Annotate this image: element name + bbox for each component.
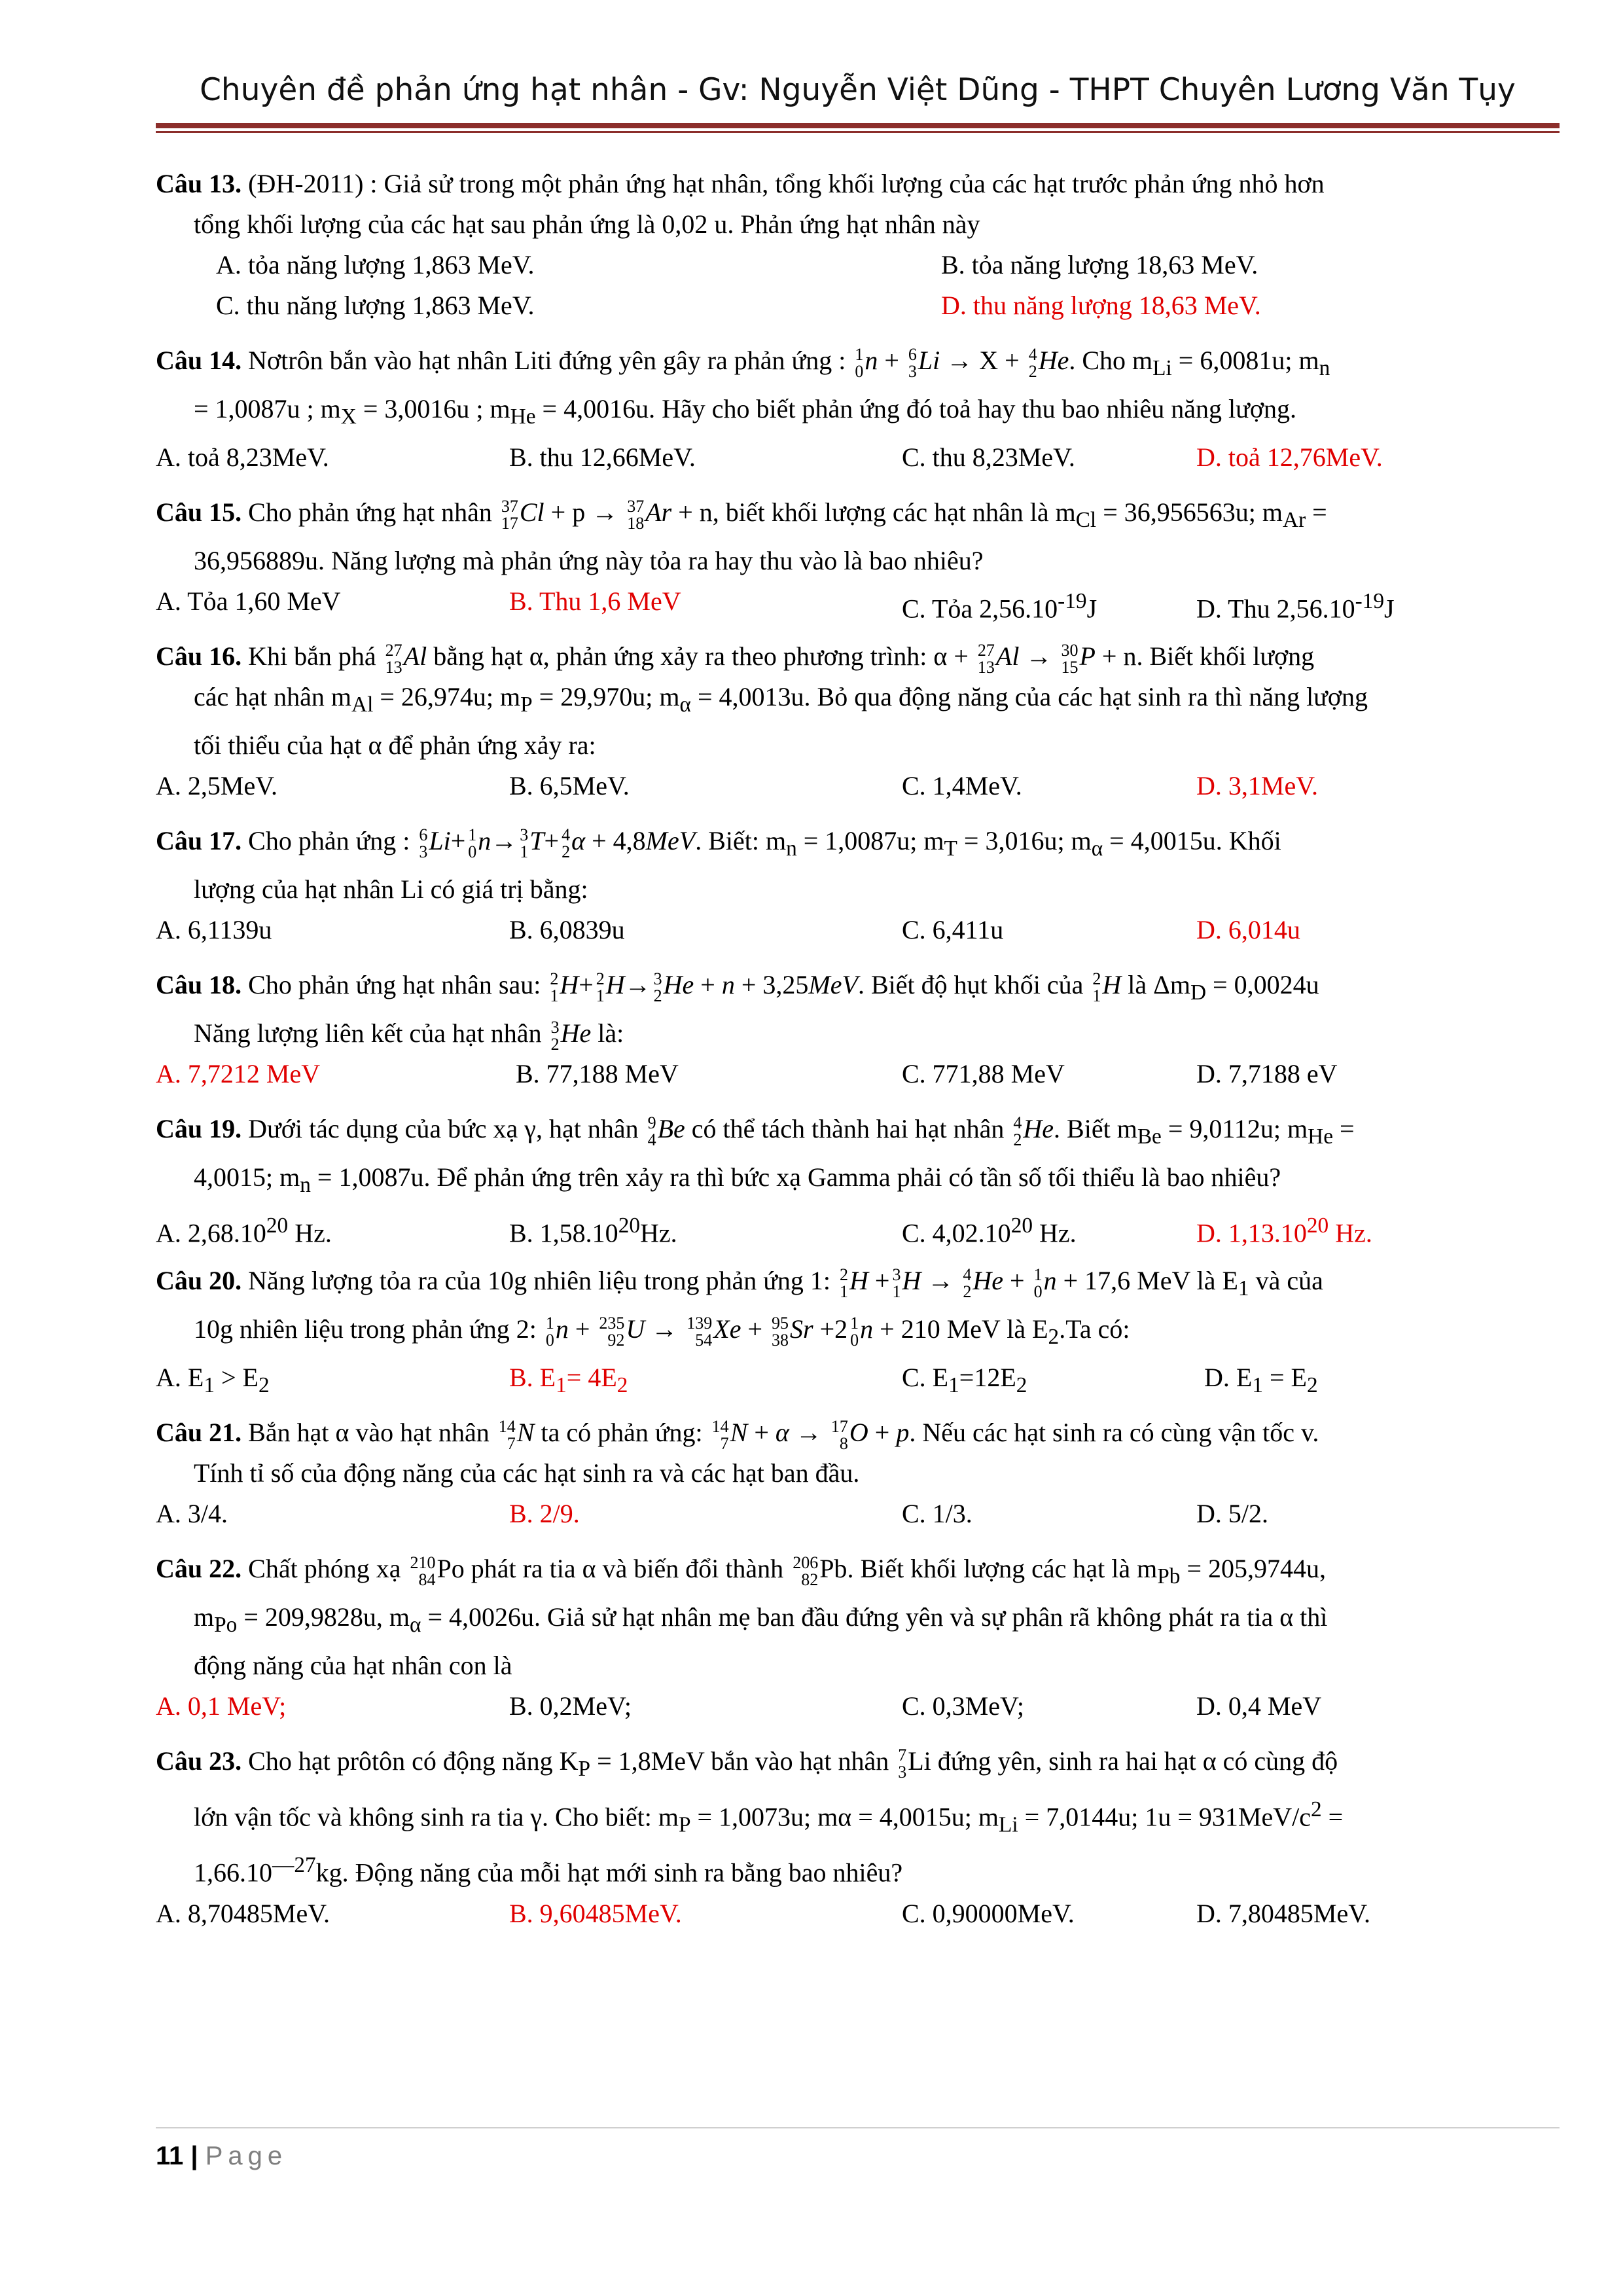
question-text: (ĐH-2011) : Giả sử trong một phản ứng hạt nhân, tổng khối lượng của các hạt trước phản ứng nhỏ hơn: [248, 169, 1325, 198]
footer-rule: [156, 2127, 1560, 2128]
question-text: Chất phóng xạ: [248, 1554, 401, 1583]
option-a[interactable]: A. 2,5MeV.: [156, 771, 277, 800]
option-d[interactable]: D. 0,4 MeV: [1196, 1691, 1322, 1721]
option-a[interactable]: A. 8,70485MeV.: [156, 1898, 330, 1928]
question-text: = 3,0016u ; m: [356, 394, 510, 423]
question-text: = 9,0112u; m: [1161, 1114, 1308, 1143]
question-text: = 36,956563u; m: [1096, 497, 1283, 527]
option-d[interactable]: D. 7,80485MeV.: [1196, 1898, 1370, 1928]
question-list: [156, 164, 1560, 1948]
question-17: Câu 17. Cho phản ứng : 6 3 Li+ 1 0 n→ 3 1 T+ 4 2 α + 4,8MeV. Biết: $m_n = 1,0087u$; $m_T = 3,016u$; $m_\alpha = 4,0015u$. Khối lượng của hạt nhân Li có giá trị bằng: A. 6,1139u B. 6,0839u C. 6,411u D. 6,014u: [156, 821, 1560, 950]
question-text: = 1,0087u; m: [796, 826, 944, 855]
option-d[interactable]: D. Thu $2,56.10^{-19}J$: [1196, 589, 1395, 624]
option-a[interactable]: A. 2,68.10$^{20}$ Hz.: [156, 1213, 332, 1248]
question-text: . Biết khối lượng các hạt là m: [847, 1554, 1158, 1583]
option-b[interactable]: B. tỏa năng lượng 18,63 MeV.: [941, 250, 1258, 279]
option-c[interactable]: C. thu 8,23MeV.: [902, 442, 1075, 472]
question-text: = 3,016u; m: [957, 826, 1092, 855]
question-text: Nơtrôn bắn vào hạt nhân Liti đứng yên gây ra phản ứng :: [248, 346, 846, 375]
question-22: Câu 22. Chất phóng xạ 210 84 Po phát ra tia α và biến đổi thành 206 82 Pb. Biết khối lượng các hạt là $m_{Pb} = 205,9744u$, $m_{Po} = 209,9828u$, $m_\alpha = 4,0026u$. Giả sử hạt nhân mẹ ban đầu đứng yên và sự phân rã không phát ra tia α thì động năng của hạt nhân con là A. 0,1 MeV; B. 0,2MeV; C. 0,3MeV; D. 0,4 MeV: [156, 1549, 1560, 1727]
question-text: lượng của hạt nhân Li có giá trị bằng:: [194, 874, 588, 904]
reaction-equation: 14 7 N + α → 17 8 O + p: [711, 1416, 910, 1453]
question-text: . Biết: m: [695, 826, 787, 855]
question-text: =: [1306, 497, 1327, 527]
question-number: Câu 21.: [156, 1418, 242, 1447]
question-21: Câu 21. Bắn hạt α vào hạt nhân 14 7 N ta có phản ứng: 14 7 N + α → 17 8 O + p. Nếu các hạt sinh ra có cùng vận tốc v. Tính tỉ số của động năng của các hạt sinh ra và các hạt ban đầu. A. 3/4. B. 2/9. C. 1/3. D. 5/2.: [156, 1412, 1560, 1534]
question-number: Câu 15.: [156, 497, 242, 527]
option-c[interactable]: C. 771,88 MeV: [902, 1059, 1065, 1088]
option-d-answer[interactable]: D. 3,1MeV.: [1196, 771, 1318, 800]
option-d-answer[interactable]: D. 6,014u: [1196, 915, 1300, 944]
reaction-equation: 2 1 H + 3 1 H → 4 2 He + 1 0 n: [840, 1265, 1057, 1301]
option-a[interactable]: A. $E_1 > E_2$: [156, 1363, 270, 1397]
option-c[interactable]: C. $E_1=12E_2$: [902, 1363, 1027, 1397]
question-number: Câu 16.: [156, 641, 242, 671]
question-text: = 1,0087u. Để phản ứng trên xảy ra thì bức xạ Gamma phải có tần số tối thiểu là bao nhiêu?: [310, 1162, 1281, 1192]
option-a-answer[interactable]: A. 0,1 MeV;: [156, 1691, 287, 1721]
question-number: Câu 23.: [156, 1746, 242, 1776]
question-text: + 210 MeV là E: [880, 1314, 1048, 1344]
question-text: + n, biết khối lượng các hạt nhân là m: [678, 497, 1076, 527]
question-text: = 4,0016u. Hãy cho biết phản ứng đó toả hay thu bao nhiêu năng lượng.: [535, 394, 1296, 423]
header-rule: [156, 123, 1560, 128]
option-b[interactable]: B. thu 12,66MeV.: [509, 442, 696, 472]
question-text: + n. Biết khối lượng: [1101, 641, 1315, 671]
option-d[interactable]: D. 7,7188 eV: [1196, 1059, 1338, 1088]
question-text: = 1,8MeV bắn vào hạt nhân: [590, 1746, 889, 1776]
question-text: = 4,0026u. Giả sử hạt nhân mẹ ban đầu đứng yên và sự phân rã không phát ra tia α thì: [421, 1602, 1328, 1632]
option-a-answer[interactable]: A. 7,7212 MeV: [156, 1059, 321, 1088]
question-text: 4,0015; m: [194, 1162, 300, 1192]
question-14: Câu 14. Nơtrôn bắn vào hạt nhân Liti đứng yên gây ra phản ứng : 1 0 n + 6 3 Li → X + 4 2 He. Cho $m_{Li} = 6,0081u$; $m_n$ = 1,0087u ; $m_X = 3,0016u$ ; $m_{He} = 4,0016u$. Hãy cho biết phản ứng đó toả hay thu bao nhiêu năng lượng. A. toả 8,23MeV. B. thu 12,66MeV. C. thu 8,23MeV. D. toả 12,76MeV.: [156, 340, 1560, 478]
header-rule-thin: [156, 131, 1560, 133]
question-text: = 29,970u; m: [532, 682, 680, 711]
option-b[interactable]: B. 77,188 MeV: [516, 1059, 679, 1088]
reaction-equation: 2 1 H+ 2 1 H→ 3 2 He + n + 3,25MeV: [550, 969, 858, 1005]
question-text: kg. Động năng của mỗi hạt mới sinh ra bằng bao nhiêu?: [315, 1857, 903, 1888]
question-text: Cho phản ứng hạt nhân: [248, 497, 492, 527]
question-text: động năng của hạt nhân con là: [194, 1651, 512, 1680]
question-text: Tính tỉ số của động năng của các hạt sinh ra và các hạt ban đầu.: [194, 1458, 860, 1488]
question-text: .Ta có:: [1059, 1314, 1130, 1344]
reaction-equation: 37 17 Cl + p → 37 18 Ar: [501, 496, 672, 533]
option-b[interactable]: B. 6,5MeV.: [509, 771, 630, 800]
question-text: tối thiểu của hạt α để phản ứng xảy ra:: [194, 730, 596, 760]
reaction-equation: 1 0 n + 235 92 U → 139 54 Xe + 95 38 Sr +2 1 0 n: [545, 1313, 874, 1350]
question-text: =: [1321, 1802, 1344, 1832]
option-c[interactable]: C. 6,411u: [902, 915, 1004, 944]
option-d-answer[interactable]: D. 1,13.10$^{20}$ Hz.: [1196, 1213, 1372, 1248]
option-b[interactable]: B. 1,58.10$^{20}$Hz.: [509, 1213, 677, 1248]
question-text: + 17,6 MeV là E: [1063, 1266, 1238, 1295]
question-text: Dưới tác dụng của bức xạ γ, hạt nhân: [248, 1114, 639, 1143]
question-text: = 26,974u; m: [373, 682, 521, 711]
option-a[interactable]: A. Tỏa 1,60 MeV: [156, 586, 341, 616]
question-text: phát ra tia α và biến đổi thành: [471, 1554, 784, 1583]
option-b-answer[interactable]: B. 9,60485MeV.: [509, 1898, 682, 1928]
question-15: Câu 15. Cho phản ứng hạt nhân 37 17 Cl + p → 37 18 Ar + n, biết khối lượng các hạt nhân là $m_{Cl} = 36,956563u$; $m_{Ar}$ = 36,956889u. Năng lượng mà phản ứng này tỏa ra hay thu vào là bao nhiêu? A. Tỏa 1,60 MeV B. Thu 1,6 MeV C. Tỏa $2,56.10^{-19}J$ D. Thu $2,56.10^{-19}J$: [156, 492, 1560, 622]
question-text: 36,956889u. Năng lượng mà phản ứng này tỏa ra hay thu vào là bao nhiêu?: [194, 546, 984, 575]
question-text: là:: [597, 1018, 624, 1048]
option-c[interactable]: C. 1/3.: [902, 1499, 972, 1528]
question-16: Câu 16. Khi bắn phá 27 13 Al bằng hạt α, phản ứng xảy ra theo phương trình: α + 27 13 Al → 30 15 P + n. Biết khối lượng các hạt nhân $m_{Al} = 26,974u$; $m_P = 29,970u$; $m_\alpha = 4,0013u$. Bỏ qua động năng của các hạt sinh ra thì năng lượng tối thiểu của hạt α để phản ứng xảy ra: A. 2,5MeV. B. 6,5MeV. C. 1,4MeV. D. 3,1MeV.: [156, 636, 1560, 806]
question-text: = 205,9744u,: [1180, 1554, 1327, 1583]
question-text: = 6,0081u; m: [1171, 346, 1319, 375]
question-text: các hạt nhân m: [194, 682, 351, 711]
question-text: và của: [1249, 1266, 1323, 1295]
option-b[interactable]: B. 0,2MeV;: [509, 1691, 632, 1721]
option-a[interactable]: A. tỏa năng lượng 1,863 MeV.: [216, 250, 535, 279]
option-c[interactable]: C. 0,3MeV;: [902, 1691, 1025, 1721]
option-b-answer[interactable]: B. $E_1= 4E_2$: [509, 1363, 628, 1397]
option-b[interactable]: B. 6,0839u: [509, 915, 625, 944]
page-footer: [156, 2127, 1560, 2171]
question-13: [156, 164, 1560, 326]
reaction-equation: 6 3 Li+ 1 0 n→ 3 1 T+ 4 2 α + 4,8MeV: [419, 825, 696, 861]
question-text: là Δm: [1128, 970, 1190, 999]
option-d-answer[interactable]: D. thu năng lượng 18,63 MeV.: [941, 291, 1261, 320]
question-text: . Cho m: [1069, 346, 1153, 375]
question-text: đứng yên, sinh ra hai hạt α có cùng độ: [937, 1746, 1338, 1776]
question-text: lớn vận tốc và không sinh ra tia γ. Cho biết: m: [194, 1802, 679, 1832]
question-number: Câu 17.: [156, 826, 242, 855]
question-number: Câu 18.: [156, 970, 242, 999]
question-19: Câu 19. Dưới tác dụng của bức xạ γ, hạt nhân 9 4 Be có thể tách thành hai hạt nhân 4 2 He. Biết $m_{Be} = 9,0112u$; $m_{He}$ = 4,0015; $m_n = 1,0087u$. Để phản ứng trên xảy ra thì bức xạ Gamma phải có tần số tối thiểu là bao nhiêu? A. 2,68.10$^{20}$ Hz. B. 1,58.10$^{20}$Hz. C. 4,02.10$^{20}$ Hz. D. 1,13.10$^{20}$ Hz.: [156, 1109, 1560, 1246]
reaction-equation: 1 0 n + 6 3 Li → X + 4 2 He: [855, 344, 1069, 381]
page-number: 11 | Page: [156, 2142, 288, 2170]
question-number: Câu 22.: [156, 1554, 242, 1583]
option-d[interactable]: D. $E_1 = E_2$: [1204, 1363, 1318, 1397]
question-20: Câu 20. Năng lượng tỏa ra của 10g nhiên liệu trong phản ứng 1: 2 1 H + 3 1 H → 4 2 He + 1 0 n + 17,6 MeV là $E_1$ và của 10g nhiên liệu trong phản ứng 2: 1 0 n + 235 92 U → 139 54 Xe + 95 38 Sr +2 1 0 n + 210 MeV là $E_2.Ta$ có: A. $E_1 > E_2$ B. $E_1= 4E_2$ C. $E_1=12E_2$ D. $E_1 = E_2$: [156, 1261, 1560, 1398]
question-text: 1,66.10: [194, 1857, 272, 1888]
option-d-answer[interactable]: D. toả 12,76MeV.: [1196, 442, 1383, 472]
question-text: = 209,9828u, m: [237, 1602, 410, 1632]
option-a[interactable]: A. 6,1139u: [156, 915, 272, 944]
option-b-answer[interactable]: B. Thu 1,6 MeV: [509, 586, 681, 616]
question-text: có thể tách thành hai hạt nhân: [691, 1114, 1005, 1143]
question-text: bằng hạt α, phản ứng xảy ra theo phương trình: α +: [433, 641, 969, 671]
question-text: Năng lượng tỏa ra của 10g nhiên liệu trong phản ứng 1:: [248, 1266, 831, 1295]
question-text: Cho phản ứng hạt nhân sau:: [248, 970, 541, 999]
question-text: = 7,0144u; 1u = 931MeV/c: [1018, 1802, 1311, 1832]
question-text: = 4,0015u. Khối: [1103, 826, 1281, 855]
question-text: tổng khối lượng của các hạt sau phản ứng là 0,02 u. Phản ứng hạt nhân này: [194, 209, 980, 239]
option-c[interactable]: C. 4,02.10$^{20}$ Hz.: [902, 1213, 1077, 1248]
question-text: = 1,0073u; mα = 4,0015u; m: [690, 1802, 999, 1832]
question-number: Câu 20.: [156, 1266, 242, 1295]
question-number: Câu 14.: [156, 346, 242, 375]
question-text: = 0,0024u: [1206, 970, 1319, 999]
option-a[interactable]: A. toả 8,23MeV.: [156, 442, 329, 472]
page-header: Chuyên đề phản ứng hạt nhân - Gv: Nguyễn Việt Dũng - THPT Chuyên Lương Văn Tụy: [200, 72, 1516, 108]
question-text: Cho hạt prôtôn có động năng K: [248, 1746, 579, 1776]
question-number: Câu 13.: [156, 169, 242, 198]
question-text: Khi bắn phá: [248, 641, 376, 671]
question-number: Câu 19.: [156, 1114, 242, 1143]
question-text: ta có phản ứng:: [541, 1418, 703, 1447]
option-d[interactable]: D. 5/2.: [1196, 1499, 1268, 1528]
question-text: . Nếu các hạt sinh ra có cùng vận tốc v.: [909, 1418, 1319, 1447]
question-text: Cho phản ứng :: [248, 826, 410, 855]
option-a[interactable]: A. 3/4.: [156, 1499, 228, 1528]
option-c[interactable]: C. thu năng lượng 1,863 MeV.: [216, 291, 535, 320]
question-text: =: [1333, 1114, 1355, 1143]
question-text: = 1,0087u ; m: [194, 394, 341, 423]
question-text: . Biết m: [1054, 1114, 1137, 1143]
option-c[interactable]: C. 1,4MeV.: [902, 771, 1022, 800]
question-23: Câu 23. Cho hạt prôtôn có động năng $K_P = 1,8MeV$ bắn vào hạt nhân 7 3 Li đứng yên, sinh ra hai hạt α có cùng độ lớn vận tốc và không sinh ra tia γ. Cho biết: $m_P = 1,0073u$; mα = 4,0015u; $m_{Li} = 7,0144u$; $1u = 931MeV/c^2$ = $1,66.10^{—27}kg$. Động năng của mỗi hạt mới sinh ra bằng bao nhiêu? A. 8,70485MeV. B. 9,60485MeV. C. 0,90000MeV. D. 7,80485MeV.: [156, 1741, 1560, 1934]
question-text: m: [194, 1602, 215, 1632]
option-c[interactable]: C. 0,90000MeV.: [902, 1898, 1075, 1928]
option-b-answer[interactable]: B. 2/9.: [509, 1499, 580, 1528]
question-text: Bắn hạt α vào hạt nhân: [248, 1418, 490, 1447]
question-text: = 4,0013u. Bỏ qua động năng của các hạt sinh ra thì năng lượng: [690, 682, 1368, 711]
question-18: Câu 18. Cho phản ứng hạt nhân sau: 2 1 H+ 2 1 H→ 3 2 He + n + 3,25MeV. Biết độ hụt khối của 2 1 H là $\Delta m_D = 0,0024u$ Năng lượng liên kết của hạt nhân 3 2 He là: A. 7,7212 MeV B. 77,188 MeV C. 771,88 MeV D. 7,7188 eV: [156, 965, 1560, 1094]
question-text: . Biết độ hụt khối của: [857, 970, 1084, 999]
question-text: Năng lượng liên kết của hạt nhân: [194, 1018, 542, 1048]
option-c[interactable]: C. Tỏa $2,56.10^{-19}J$: [902, 589, 1097, 624]
question-text: 10g nhiên liệu trong phản ứng 2:: [194, 1314, 537, 1344]
